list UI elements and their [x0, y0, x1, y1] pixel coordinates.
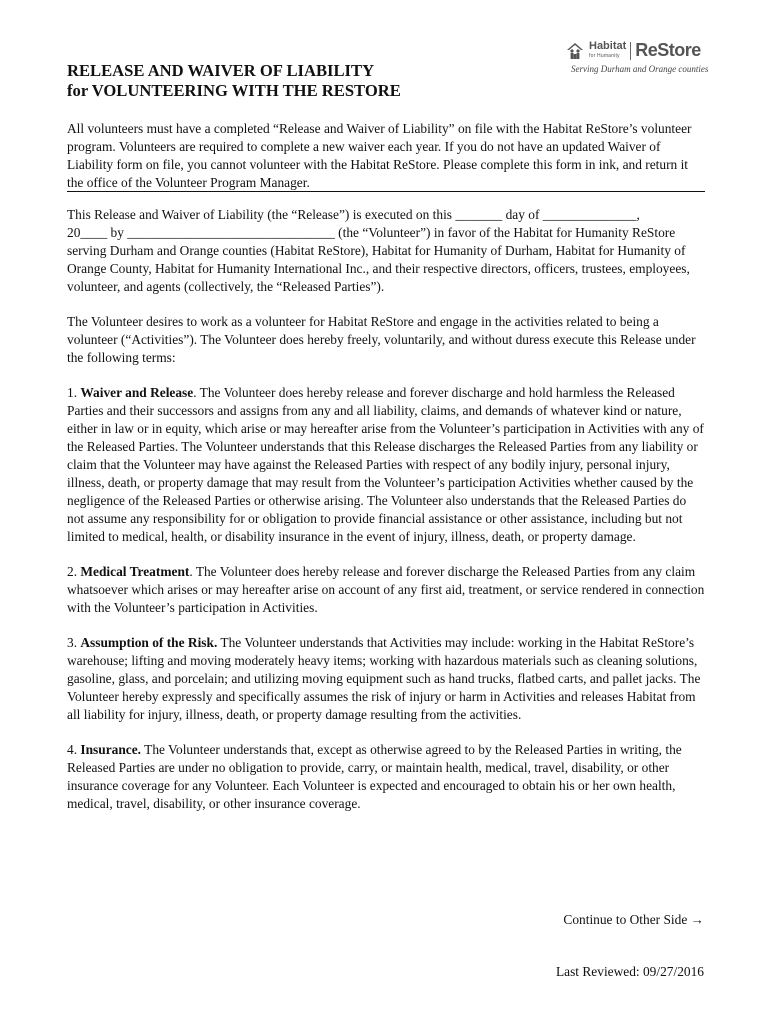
section-text: . The Volunteer does hereby release and forever discharge and hold harmless the Released Parties and their successors and assigns from any and all liability, claims, and demands of whatever kind or nature, either in law or in equity, which arise or may hereafter arise from the Volunteer’s participation in Activities with any of the Released Parties. The Volunteer understands that this Release discharges the Released Parties from any liability or claim that the Volunteer may have against the Released Parties with respect of any bodily injury, personal injury, illness, death, or property damage that may result from the Volunteer’s participation Activities whether caused by the negligence of the Released Parties or otherwise arising. The Volunteer also understands that the Released Parties do not assume any responsibility for or obligation to provide financial assistance or other assistance, including but not limited to medical, health, or disability insurance in the event of injury, illness, death, or property damage. [67, 385, 704, 544]
logo-for-humanity: for Humanity [589, 52, 620, 59]
document-title [67, 61, 401, 101]
section-insurance [67, 741, 705, 813]
section-medical-treatment [67, 563, 705, 617]
release-paragraph [67, 206, 705, 296]
logo-habitat-text [589, 41, 626, 61]
habitat-restore-logo [565, 39, 709, 95]
section-assumption-of-risk [67, 634, 705, 724]
logo-restore-text: ReStore [635, 40, 701, 60]
continue-other-side-note: Continue to Other Side → [563, 912, 704, 927]
section-waiver-release [67, 384, 705, 546]
desire-paragraph: The Volunteer desires to work as a volunteer for Habitat ReStore and engage in the activities related to being a volunteer (“Activities”). The Volunteer does hereby freely, voluntarily, and without duress execute this Release under the following terms: [67, 314, 696, 365]
logo-serving-tagline: Serving Durham and Orange counties [571, 64, 709, 74]
section-text: . The Volunteer does hereby release and forever discharge the Released Parties from any claim whatsoever which arises or may hereafter arise on account of any first aid, treatment, or service rendered in connection with the Volunteer’s participation in Activities. [67, 564, 705, 615]
intro-paragraph: All volunteers must have a completed “Release and Waiver of Liability” on file with the Habitat ReStore’s volunteer program. Volunteers are required to complete a new waiver each year. If you do not have an updated Waiver of Liability form on file, you cannot volunteer with the Habitat ReStore. Please complete this form in ink, and return it the office of the Volunteer Program Manager. [67, 121, 692, 190]
waiver-body [67, 206, 705, 830]
section-text: The Volunteer understands that, except as otherwise agreed to by the Released Parties in writing, the Released Parties are under no obligation to provide, carry, or maintain health, medical, travel, disability, or other insurance coverage for any Volunteer. Each Volunteer is expected and encouraged to obtain his or her own health, medical, travel, disability, or other insurance coverage. [67, 742, 682, 811]
section-heading: Insurance. [80, 742, 142, 757]
section-number: 4. [67, 742, 81, 757]
section-heading: Medical Treatment [80, 564, 190, 579]
logo-habitat-word: Habitat [589, 39, 627, 52]
section-number: 1. [67, 385, 81, 400]
release-volunteer-line: 20____ by _______________________________ (the “Volunteer”) in favor of the Habitat for Humanity ReStore serving Durham and Orange counties (Habitat ReStore), Habitat for Humanity of Durham, Habitat for Humanity of Orange County, Habitat for Humanity International Inc., and their respective directors, officers, trustees, employees, volunteer, and agents (collectively, the “Released Parties”). [67, 225, 690, 294]
release-date-line: This Release and Waiver of Liability (the “Release”) is executed on this _______ day of ______________, [67, 207, 640, 222]
section-text: The Volunteer understands that Activities may include: working in the Habitat ReStore’s warehouse; lifting and moving moderately heavy items; working with hazardous materials such as cleaning solutions, gasoline, glass, and porcelain; and utilizing moving equipment such as hand trucks, flatbed carts, and pallet jacks. The Volunteer hereby expressly and specifically assumes the risk of injury or harm in Activities and releases Habitat from all liability for injury, illness, death, or property damage resulting from the activities. [67, 635, 701, 722]
section-heading: Waiver and Release [80, 385, 194, 400]
logo-divider [630, 42, 631, 60]
last-reviewed-date: Last Reviewed: 09/27/2016 [555, 964, 704, 979]
section-number: 2. [67, 564, 81, 579]
section-heading: Assumption of the Risk. [80, 635, 218, 650]
title-line-2: for VOLUNTEERING WITH THE RESTORE [67, 81, 401, 100]
section-number: 3. [67, 635, 81, 650]
habitat-house-people-icon [565, 41, 585, 61]
title-line-1: RELEASE AND WAIVER OF LIABILITY [67, 61, 375, 80]
header-divider [67, 191, 705, 192]
